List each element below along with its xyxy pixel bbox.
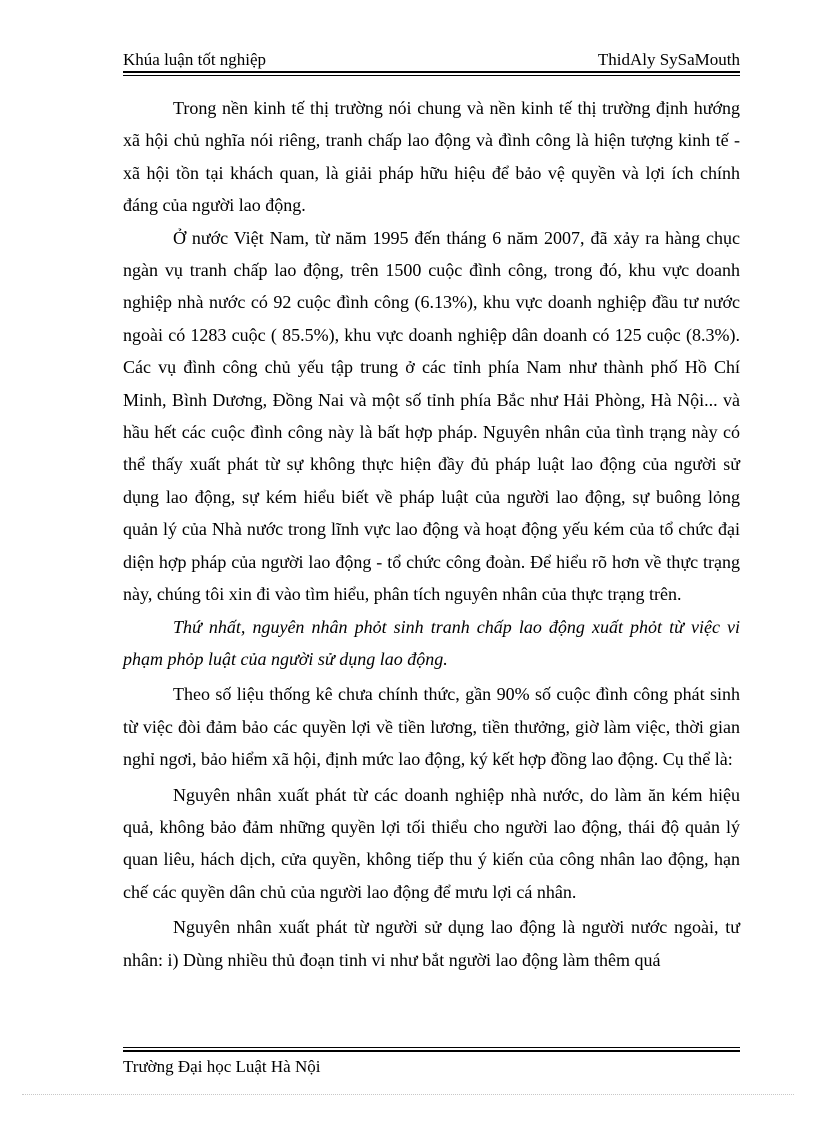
header-rule bbox=[123, 71, 740, 73]
body-text bbox=[123, 92, 740, 976]
footer-rule-thin bbox=[123, 1047, 740, 1048]
header-rule-thin bbox=[123, 75, 740, 76]
page-edge-divider bbox=[22, 1094, 794, 1095]
page-footer: Trường Đại học Luật Hà Nội bbox=[123, 1057, 321, 1076]
paragraph-1: Trong nền kinh tế thị trường nói chung và nền kinh tế thị trường định hướng xã hội chủ nghĩa nói riêng, tranh chấp lao động và đình công là hiện tượng kinh tế - xã hội tồn tại khách quan, là giải pháp hữu hiệu để bảo vệ quyền và lợi ích chính đáng của người lao động. bbox=[123, 98, 740, 216]
header-author: ThidAly SySaMouth bbox=[597, 50, 740, 69]
footer-rule bbox=[123, 1050, 740, 1052]
paragraph-5: Nguyên nhân xuất phát từ các doanh nghiệp nhà nước, do làm ăn kém hiệu quả, không bảo đảm những quyền lợi tối thiểu cho người lao động, thái độ quản lý quan liêu, hách dịch, cửa quyền, không tiếp thu ý kiến của công nhân lao động, hạn chế các quyền dân chủ của người lao động để mưu lợi cá nhân. bbox=[123, 784, 740, 902]
paragraph-6: Nguyên nhân xuất phát từ người sử dụng lao động là người nước ngoài, tư nhân: i) Dùng nhiều thủ đoạn tinh vi như bắt người lao động làm thêm quá bbox=[123, 917, 740, 970]
header-title: Khúa luận tốt nghiệp bbox=[123, 50, 267, 69]
paragraph-3-italic: Thứ nhất, nguyên nhân phỏt sinh tranh chấp lao động xuất phỏt từ việc vi phạm phỏp luật của người sử dụng lao động. bbox=[123, 616, 740, 669]
paragraph-4: Theo số liệu thống kê chưa chính thức, gần 90% số cuộc đình công phát sinh từ việc đòi đảm bảo các quyền lợi về tiền lương, tiền thưởng, giờ làm việc, thời gian nghỉ ngơi, bảo hiểm xã hội, định mức lao động, ký kết hợp đồng lao động. Cụ thể là: bbox=[123, 684, 740, 770]
paragraph-2: Ở nước Việt Nam, từ năm 1995 đến tháng 6 năm 2007, đã xảy ra hàng chục ngàn vụ tranh chấp lao động, trên 1500 cuộc đình công, trong đó, khu vực doanh nghiệp nhà nước có 92 cuộc đình công (6.13%), khu vực doanh nghiệp đầu tư nước ngoài có 1283 cuộc ( 85.5%), khu vực doanh nghiệp dân doanh có 125 cuộc (8.3%). Các vụ đình công chủ yếu tập trung ở các tỉnh phía Nam như thành phố Hồ Chí Minh, Bình Dương, Đồng Nai và một số tỉnh phía Bắc như Hải Phòng, Hà Nội... và hầu hết các cuộc đình công này là bất hợp pháp. Nguyên nhân của tình trạng này có thể thấy xuất phát từ sự không thực hiện đầy đủ pháp luật lao động của người sử dụng lao động, sự kém hiểu biết về pháp luật của người lao động, sự buông lỏng quản lý của Nhà nước trong lĩnh vực lao động và hoạt động yếu kém của tổ chức đại diện hợp pháp của người lao động - tổ chức công đoàn. Để hiểu rõ hơn về thực trạng này, chúng tôi xin đi vào tìm hiểu, phân tích nguyên nhân của thực trạng trên. bbox=[123, 227, 740, 605]
page-header bbox=[123, 50, 740, 70]
